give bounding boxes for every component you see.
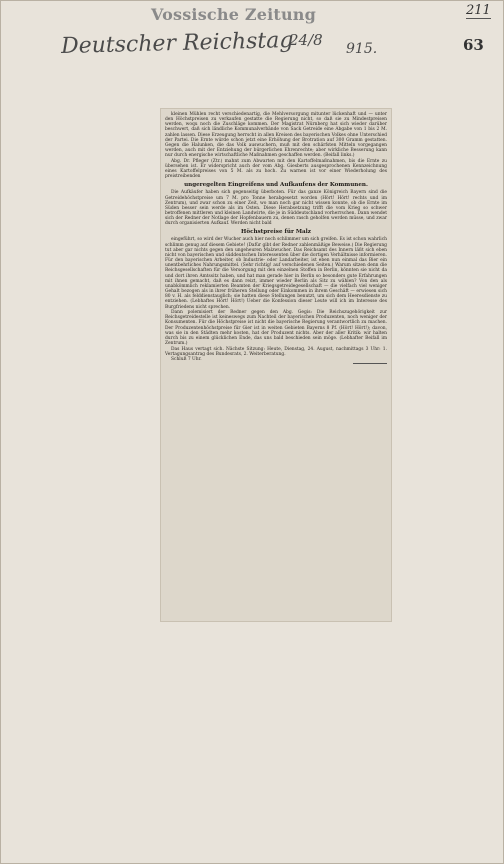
newspaper-masthead: Vossische Zeitung (151, 5, 317, 24)
article-closing: Schluß 7 Uhr. (171, 357, 202, 363)
page-number: 63 (463, 36, 484, 54)
handwritten-date: 24/8 (289, 31, 323, 49)
newspaper-clipping (161, 109, 391, 621)
article-paragraph: Die Aufkäufer haben sich gegenseitig überboten. Für das ganze Königreich Bayern sind die Getreidehöchstpreise um 7 M. pro Tonne herabgesetzt worden (Hört! Hört! rechts und im Zentrum), und zwar schon zu einer Zeit, wo man noch gar nicht wissen konnte, ob die Ernte im Süden besser sein werde als im Osten. Diese Herabsetzung trifft die vom Krieg so schwer betroffenen mittleren und kleinen Landwirte, die je in Süddeutschland vorherrschen. Dann wendet sich der Redner der Notlage der Hopfenbauern zu, denen rasch geholfen werden müsse, und zwar durch organisierten Aufkauf. Werden nicht bald (165, 190, 387, 227)
article-body (161, 109, 391, 366)
archive-number: 211 (466, 3, 491, 18)
article-paragraph: kleinen Mühlen recht verschiedenartig, die Mehlversorgung mitunter lückenhaft und — unter den Höchstpreisen zu verkaufen gestatte die Regierung nicht, so daß sie zu Mindestpreisen werden, woqu noch die Zuschläge kommen. Der Magistrat Nürnberg hat sich wieder darüber beschwert, daß sich ländliche Kommunalverbände von Sack Getreide eine Abgabe von 1 bis 2 M. zahlen lassen. Diese Erzeugung herrscht in allen Kreisen des bayerischen Volkes ohne Unterschied der Partei. Die Ernte würde schon jetzt eine Erhöhung der Brotration auf 300 Gramm gestatten. Gegen die Halunken, die das Volk auswuchern, muß mit den schärfsten Mitteln vorgegangen werden, auch mit der Entziehung der bürgerlichen Ehrenrechte; aber wirkliche Besserung kann nur durch energische wirtschaftliche Maßnahmen geschaffen werden. (Beifall links.) (165, 112, 387, 159)
handwritten-reference: 915. (346, 41, 378, 57)
article-paragraph: Das Haus vertagt sich. Nächste Sitzung: Heute, Dienstag, 24. August, nachmittags 3 Uhr: 1. Vertagungsantrag des Bundesrats, 2. Weiterberatung. (165, 346, 387, 357)
article-paragraph: eingeführt, so wird der Wucher auch hier noch schlimmer um sich greifen. Es ist schon wahrlich schlimm genug auf diesem Gebiete! (Dafür gibt der Redner zahlenmäßige Beweise.) Die Regierung tut aber gar nichts gegen den ungeheuren Malzwucher. Das Reichsamt des Innern läßt sich eben nicht von bayerischen und süddeutschen Interessenten über die dortigen Verhältnisse informieren. Für den bayerischen Arbeiter, ob Industrie- oder Landarbeiter, ist eben nun einmal das Bier ein unentbehrliches Nahrungsmittel. (Sehr richtig! auf verschiedenen Seiten.) Warum sitzen denn die Reichsgesellschaften für die Versorgung mit den einzelnen Stoffen in Berlin, könnten sie nicht da und dort ihren Amtssitz haben, und hat man gerade hier in Berlin so besonders gute Erfahrungen mit ihnen gemacht, daß es dann reizt, immer wieder Berlin als Sitz zu wählen? Von den als unabkömmlich reklamierten Beamten der Kriegsgetreidegesellschaft — die vielfach viel weniger Gehalt bezogen als in ihrer früheren Stellung oder Einkommen in ihrem Geschäft — erwiesen sich 80 v. H. als felddienstauglich; sie hatten diese Stellungen benutzt, um sich dem Heeresdienste zu entziehen. (Lebhaftes Hört! Hört!) Ueber die Konfession dieser Leute will ich im Interesse des Burgfriedens nicht sprechen. (165, 237, 387, 310)
article-paragraph: Dann polemisiert der Redner gegen den Abg. Gegis: Die Reichszugehörigkeit zur Reichsgetreidestelle ist keineswegs zum Nachteil der bayerischen Produzenten, noch weniger der Konsumenten. Für die Höchstpreise ist nicht die bayerische Regierung verantwortlich zu machen. Der Produzentenhöchstpreise für Gier ist in weiten Gebieten Bayerns 8 Pf. (Hört! Hört!); davon, was sie in den Städten mehr kosten, hat der Produzent nichts. Aber der aller Kritik: wir halten durch bis zu einem glücklichen Ende, das uns bald beschieden sein möge. (Lebhafter Beifall im Zentrum.) (165, 310, 387, 346)
article-paragraph: Abg. Dr. Pfleger (Ztr.) mahnt zum Abwarten mit den Kartoffelmaßnahmen, bis die Ernte zu übersehen ist. Er widerspricht auch der vom Abg. Giesberts ausgesprochenen Kennzeichnung eines Kartoffelpreises von 5 M. als zu hoch. Zu warnen ist vor einer Wiederholung des preistreibenden (165, 158, 387, 180)
article-subheading: Höchstpreise für Malz (241, 228, 311, 235)
closing-rule (353, 363, 387, 364)
handwritten-title: Deutscher Reichstag (60, 27, 294, 60)
article-subheading: ungeregelten Eingreifens und Aufkaufens der Kommunen. (184, 181, 368, 188)
